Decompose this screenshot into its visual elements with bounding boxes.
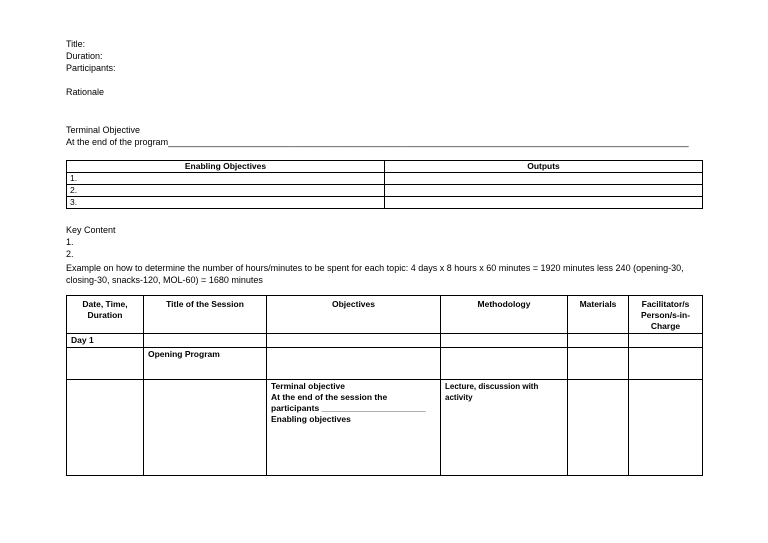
objective-cell: 3. xyxy=(67,197,385,209)
objective-line: At the end of the session the xyxy=(271,392,388,402)
output-cell xyxy=(385,185,703,197)
participants-label: Participants: xyxy=(66,63,116,73)
opening-program-title: Opening Program xyxy=(144,348,267,380)
header-objectives: Objectives xyxy=(267,296,441,334)
title-label: Title: xyxy=(66,39,86,49)
duration-label: Duration: xyxy=(66,51,103,61)
header-materials: Materials xyxy=(568,296,629,334)
session-objectives-cell xyxy=(267,380,441,476)
objective-line: Terminal objective xyxy=(271,381,346,391)
rationale-heading: Rationale xyxy=(66,87,105,97)
terminal-objective-heading: Terminal Objective xyxy=(66,125,141,135)
objective-line: Enabling objectives xyxy=(271,414,351,424)
day-label: Day 1 xyxy=(67,334,144,348)
objective-line: participants ______________________ xyxy=(271,403,426,413)
header-outputs: Outputs xyxy=(385,161,703,173)
time-computation-example: Example on how to determine the number of hours/minutes to be spent for each topic: 4 days x 8 hours x 60 minutes = 1920 minutes less 240 (opening-30, closing-30, snacks-120, MOL-60) = 1680 minutes xyxy=(66,263,684,285)
header-methodology: Methodology xyxy=(441,296,568,334)
key-content-item: 2. xyxy=(66,249,74,259)
session-table xyxy=(66,295,703,476)
enabling-objectives-table xyxy=(66,160,703,209)
output-cell xyxy=(385,173,703,185)
header-facilitators: Facilitator/s Person/s-in-Charge xyxy=(629,296,703,334)
key-content-heading: Key Content xyxy=(66,225,116,235)
key-content-item: 1. xyxy=(66,237,74,247)
header-date-time-duration: Date, Time, Duration xyxy=(67,296,144,334)
objective-cell: 1. xyxy=(67,173,385,185)
header-session-title: Title of the Session xyxy=(144,296,267,334)
objective-cell: 2. xyxy=(67,185,385,197)
methodology-cell: Lecture, discussion with activity xyxy=(441,380,568,476)
header-enabling-objectives: Enabling Objectives xyxy=(67,161,385,173)
output-cell xyxy=(385,197,703,209)
terminal-objective-statement: At the end of the program________________________________________________________________________________________________________ xyxy=(66,137,689,147)
